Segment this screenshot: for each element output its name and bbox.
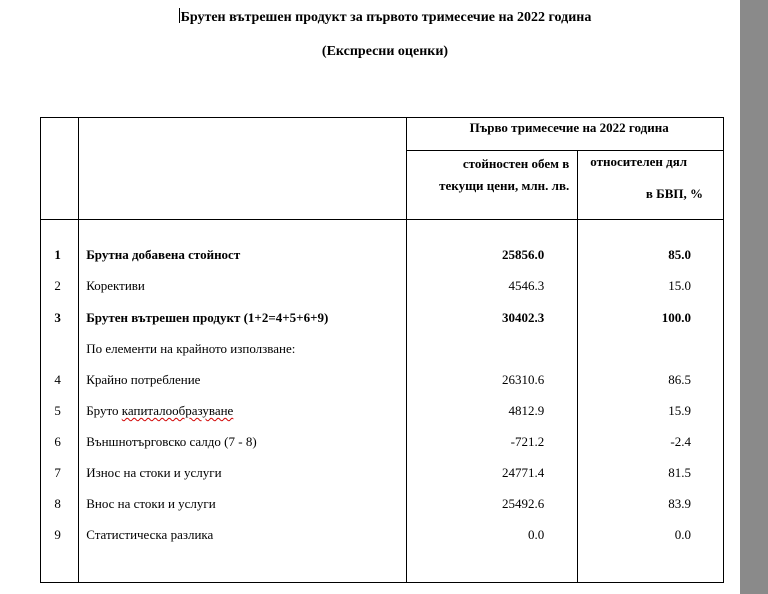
value-column-header xyxy=(407,151,578,220)
header-name-cell xyxy=(79,118,407,220)
share-header-line2: в БВП, % xyxy=(645,186,703,201)
row-number: 7 xyxy=(54,465,61,480)
share-cell: 81.5 xyxy=(668,465,691,480)
group-header-cell xyxy=(407,118,724,151)
row-number: 5 xyxy=(54,403,61,418)
share-cell: -2.4 xyxy=(670,434,691,449)
value-cell: 24771.4 xyxy=(501,465,545,480)
document-subtitle: (Експресни оценки) xyxy=(321,44,449,59)
row-label: Крайно потребление xyxy=(86,372,201,387)
row-number: 8 xyxy=(54,496,61,511)
row-label: Статистическа разлика xyxy=(86,527,214,542)
share-cell: 100.0 xyxy=(661,310,691,325)
gdp-table xyxy=(40,117,724,583)
row-number: 2 xyxy=(54,278,61,293)
row-label-part: Бруто xyxy=(86,403,122,418)
row-number: 1 xyxy=(54,247,61,262)
row-label-column xyxy=(79,220,407,583)
value-cell: 26310.6 xyxy=(501,372,545,387)
value-cell: 25856.0 xyxy=(501,247,545,262)
header-num-cell xyxy=(41,118,79,220)
value-header-line1: стойностен обем в xyxy=(462,156,570,171)
row-number-column xyxy=(41,220,79,583)
row-label: Внос на стоки и услуги xyxy=(86,496,216,511)
share-cell: 86.5 xyxy=(668,372,691,387)
value-cell: 4812.9 xyxy=(508,403,545,418)
row-label xyxy=(79,402,406,420)
share-column xyxy=(578,220,724,583)
row-number: 6 xyxy=(54,434,61,449)
share-cell: 15.9 xyxy=(668,403,691,418)
row-label: Брутен вътрешен продукт (1+2=4+5+6+9) xyxy=(86,310,329,325)
share-header-line1: относителен дял xyxy=(590,154,688,169)
row-number: 3 xyxy=(54,310,61,325)
group-header: Първо тримесечие на 2022 година xyxy=(469,120,669,135)
value-cell: -721.2 xyxy=(510,434,545,449)
row-label: Корективи xyxy=(86,278,145,293)
row-label: Външнотърговско салдо (7 - 8) xyxy=(86,434,257,449)
row-label: Брутна добавена стойност xyxy=(86,247,241,262)
document-title xyxy=(0,8,768,26)
share-column-header xyxy=(578,151,724,220)
value-cell: 25492.6 xyxy=(501,496,545,511)
row-number: 9 xyxy=(54,527,61,542)
share-cell: 83.9 xyxy=(668,496,691,511)
share-cell: 0.0 xyxy=(674,527,691,542)
section-label: По елементи на крайното използване: xyxy=(86,341,296,356)
value-cell: 4546.3 xyxy=(508,278,545,293)
share-cell: 15.0 xyxy=(668,278,691,293)
document-title-text: Брутен вътрешен продукт за първото тримесечие на 2022 година xyxy=(180,10,592,25)
value-cell: 30402.3 xyxy=(501,310,545,325)
text-cursor xyxy=(179,8,180,23)
row-number: 4 xyxy=(54,372,61,387)
value-column xyxy=(407,220,578,583)
share-cell: 85.0 xyxy=(668,247,691,262)
value-header-line2: текущи цени, млн. лв. xyxy=(439,178,570,193)
value-cell: 0.0 xyxy=(527,527,545,542)
row-label: Износ на стоки и услуги xyxy=(86,465,222,480)
spellcheck-flagged-word[interactable]: капиталообразуване xyxy=(121,403,234,418)
